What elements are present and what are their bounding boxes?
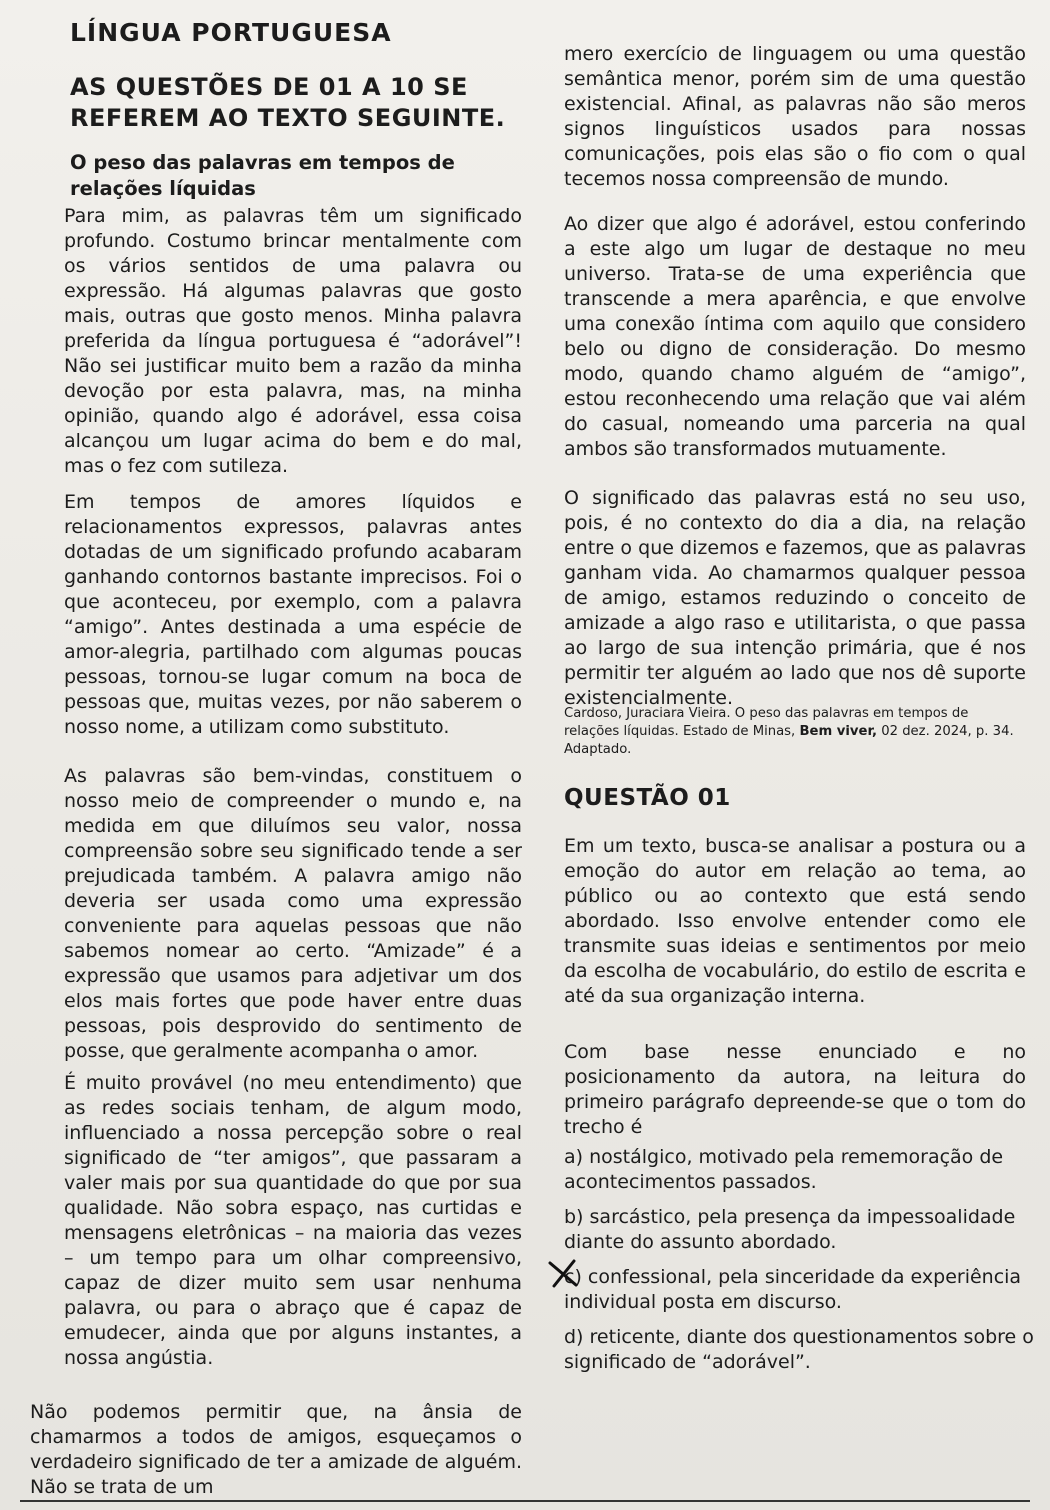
option-b-text: sarcástico, pela presença da impessoalidade diante do assunto abordado. [564, 1206, 1016, 1253]
options-list [564, 1145, 1040, 1385]
article-paragraph-3: As palavras são bem-vindas, constituem o nosso meio de compreender o mundo e, na medida em que diluímos seu valor, nossa compreensão sobre seu significado tende a ser prejudicada também. A palavra amigo não deveria ser usada como uma expressão conveniente para aquelas pessoas que não sabemos nomear ao certo. “Amizade” é a expressão que usamos para adjetivar um dos elos mais fortes que pode haver entre duas pessoas, pois desprovido do sentimento de posse, que geralmente acompanha o amor. [64, 765, 522, 1062]
article-paragraph-2: Em tempos de amores líquidos e relacionamentos expressos, palavras antes dotadas de um significado profundo acabaram ganhando contornos bastante imprecisos. Foi o que aconteceu, por exemplo, com a palavra “amigo”. Antes destinada a uma espécie de amor-alegria, partilhado com algumas poucas pessoas, tornou-se lugar comum na boca de pessoas que, muitas vezes, por não saberem o nosso nome, a utilizam como substituto. [64, 491, 522, 738]
handwritten-x-mark-icon [544, 1259, 584, 1289]
option-a[interactable] [564, 1145, 1040, 1195]
article-paragraph-6: Ao dizer que algo é adorável, estou conferindo a este algo um lugar de destaque no meu universo. Trata-se de uma experiência que transcende a mera aparência, e que envolve uma conexão íntima com aquilo que considero belo ou digno de consideração. Do mesmo modo, quando chamo alguém de “amigo”, estou reconhecendo uma relação que vai além do casual, nomeando uma parceria na qual ambos são transformados mutuamente. [564, 213, 1026, 460]
question-stem-1: Em um texto, busca-se analisar a postura ou a emoção do autor em relação ao tema, ao público ou ao contexto que está sendo abordado. Isso envolve entender como ele transmite suas ideias e sentimentos por meio da escolha de vocabulário, do estilo de escrita e até da sua organização interna. [564, 835, 1026, 1007]
source-publication: Estado de Minas, [682, 724, 796, 739]
source-author: Cardoso, Juraciara Vieira. [564, 706, 731, 721]
subject-header: LÍNGUA PORTUGUESA [70, 18, 392, 47]
option-d[interactable] [564, 1325, 1040, 1375]
option-c[interactable] [564, 1265, 1040, 1315]
option-b[interactable] [564, 1205, 1040, 1255]
article-title: O peso das palavras em tempos de relações líquidas [70, 151, 455, 200]
article-paragraph-1: Para mim, as palavras têm um significado profundo. Costumo brincar mentalmente com os vários sentidos de uma palavra ou expressão. Há algumas palavras que gosto mais, outras que gosto menos. Minha palavra preferida da língua portuguesa é “adorável”! Não sei justificar muito bem a razão da minha devoção por esta palavra, mas, na minha opinião, quando algo é adorável, essa coisa alcançou um lugar acima do bem e do mal, mas o fez com sutileza. [64, 205, 522, 477]
question-heading: QUESTÃO 01 [564, 785, 731, 811]
option-a-text: nostálgico, motivado pela rememoração de acontecimentos passados. [564, 1146, 1004, 1193]
option-d-text: reticente, diante dos questionamentos sobre o significado de “adorável”. [564, 1326, 1034, 1373]
option-c-text: confessional, pela sinceridade da experiência individual posta em discurso. [564, 1266, 1022, 1313]
article-paragraph-4: É muito provável (no meu entendimento) que as redes sociais tenham, de algum modo, influenciado a nossa percepção sobre o real significado de “ter amigos”, que passaram a valer mais por sua quantidade do que por sua qualidade. Não sobra espaço, nas curtidas e mensagens eletrônicas – na maioria das vezes – um tempo para um olhar compreensivo, capaz de dizer muito sem usar nenhuma palavra, ou para o abraço que é capaz de emudecer, ainda que por alguns instantes, a nossa angústia. [64, 1072, 522, 1369]
option-b-letter: b) [564, 1206, 584, 1228]
article-paragraph-7: O significado das palavras está no seu uso, pois, é no contexto do dia a dia, na relação entre o que dizemos e fazemos, que as palavras ganham vida. Ao chamarmos qualquer pessoa de amigo, estamos reduzindo o conceito de amizade a algo raso e utilitarista, o que passa ao largo de sua intenção primária, que é nos permitir ter alguém ao lado que nos dê suporte existencialmente. [564, 487, 1026, 709]
source-date: 02 dez. 2024, p. 34. Adaptado. [564, 724, 1014, 757]
instruction-heading: AS QUESTÕES DE 01 A 10 SE REFEREM AO TEXTO SEGUINTE. [70, 73, 506, 132]
option-d-letter: d) [564, 1326, 584, 1348]
article-source [564, 705, 1026, 759]
bottom-divider [20, 1500, 1030, 1502]
option-a-letter: a) [564, 1146, 584, 1168]
question-stem-2: Com base nesse enunciado e no posicionamento da autora, na leitura do primeiro parágrafo depreende-se que o tom do trecho é [564, 1041, 1026, 1138]
article-paragraph-5: Não podemos permitir que, na ânsia de chamarmos a todos de amigos, esqueçamos o verdadeiro significado de ter a amizade de alguém. Não se trata de um [30, 1401, 522, 1498]
option-c-letter: c) [564, 1266, 582, 1288]
source-title: O peso das palavras em tempos de relações líquidas. [564, 706, 969, 739]
source-section: Bem viver, [799, 724, 878, 739]
article-paragraph-5-continued: mero exercício de linguagem ou uma questão semântica menor, porém sim de uma questão existencial. Afinal, as palavras não são meros signos linguísticos usados para nossas comunicações, pois elas são o fio com o qual tecemos nossa compreensão de mundo. [564, 43, 1026, 190]
